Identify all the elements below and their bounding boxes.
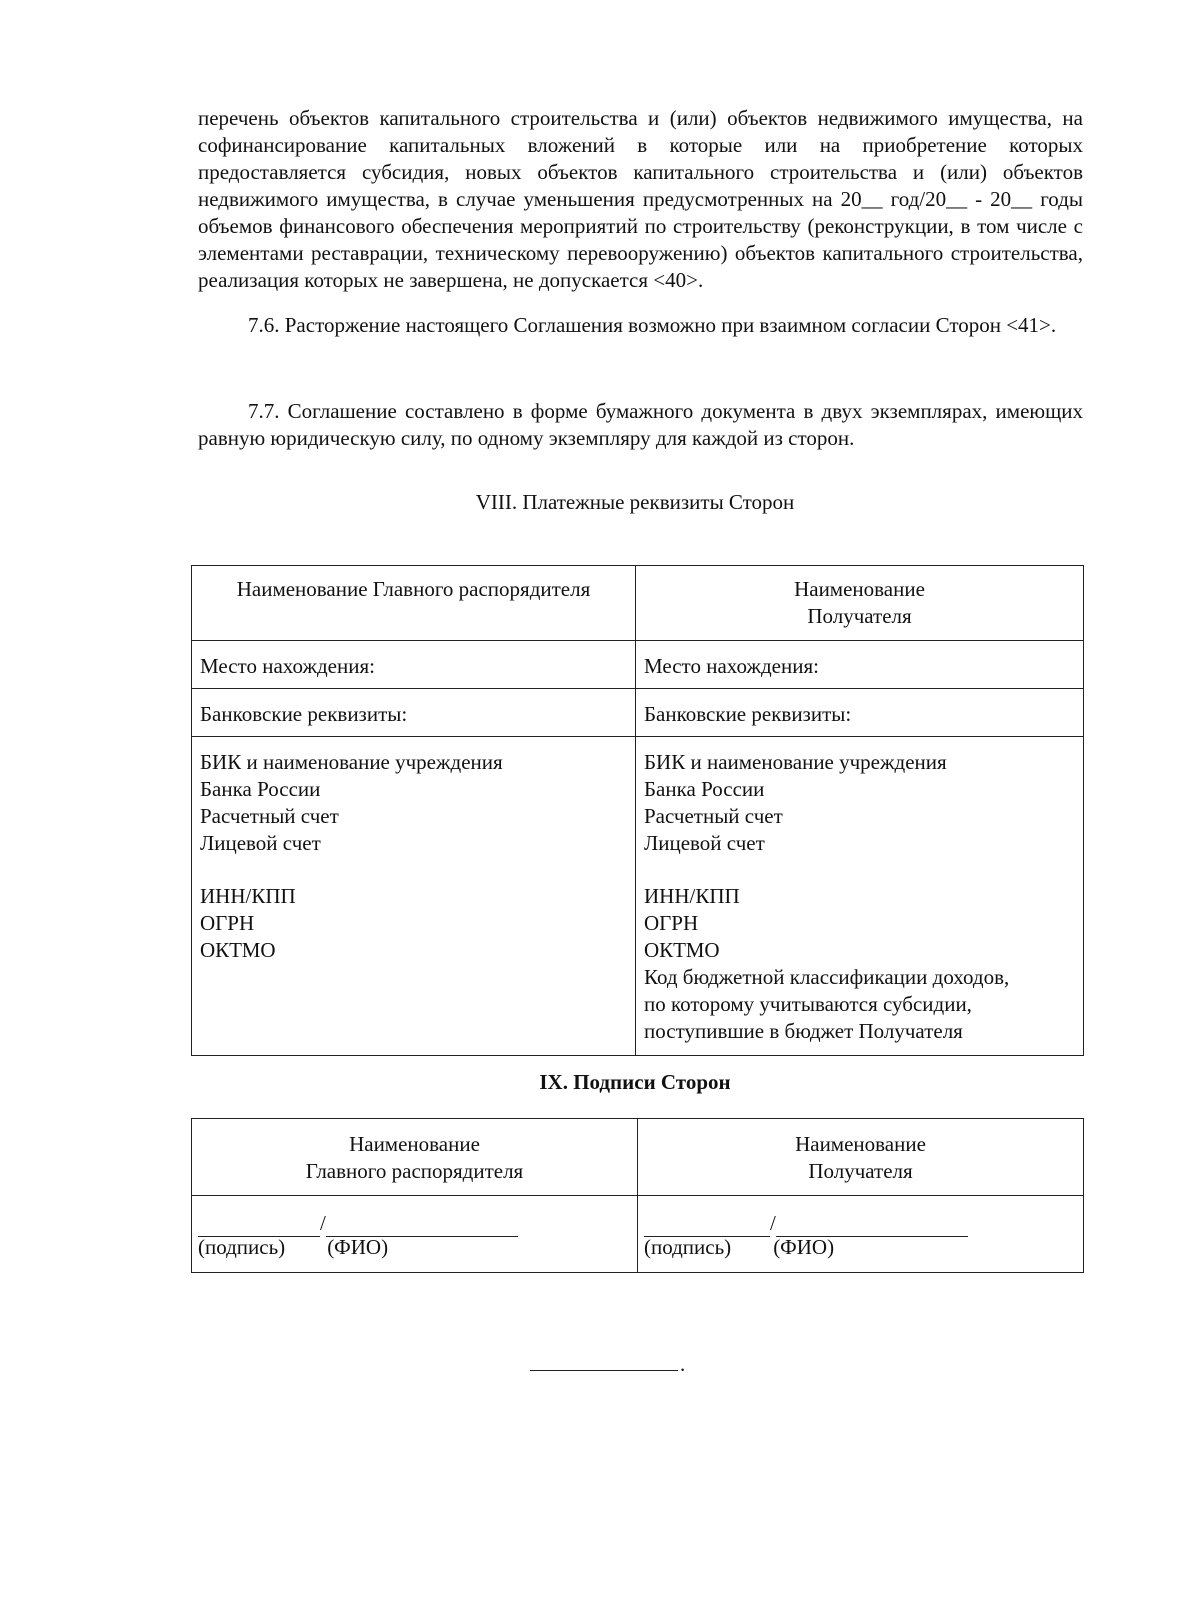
signatures-table [191,1118,1084,1273]
left-location-label: Место нахождения: [200,654,375,678]
right-signature-header-line-2: Получателя [808,1159,913,1183]
left-bank-label: Банковские реквизиты: [200,702,408,726]
right-bank-label: Банковские реквизиты: [644,702,852,726]
left-details-cell [192,737,636,1056]
name-caption: (ФИО) [327,1235,389,1259]
name-caption: (ФИО) [773,1235,835,1259]
right-party-header-line-2: Получателя [807,604,912,628]
section-9-title: IX. Подписи Сторон [539,1070,731,1094]
left-detail-inn-kpp: ИНН/КПП [200,884,296,908]
left-detail-personal-account: Лицевой счет [200,831,321,855]
right-signature-header-line-1: Наименование [795,1132,926,1156]
left-party-header-text: Наименование Главного распорядителя [236,577,591,601]
left-bank-cell [192,689,636,737]
left-signature-cell [192,1196,638,1273]
right-detail-bik: БИК и наименование учреждения [644,750,947,774]
right-party-header [636,566,1084,641]
right-detail-ogrn: ОГРН [644,911,699,935]
paragraph-object-list: перечень объектов капитального строительства и (или) объектов недвижимого имущества, на софинансирование капитальных вложений в которые или на приобретение которых предоставляется субсидия, новых объектов капитального строительства и (или) объектов недвижимого имущества, в случае уменьшения предусмотренных на 20__ год/20__ - 20__ годы объемов финансового обеспечения мероприятий по строительству (реконструкции, в том числе с элементами реставрации, техническому перевооружению) объектов капитального строительства, реализация которых не завершена, не допускается <40>. [198,106,1083,292]
left-detail-bank: Банка России [200,777,321,801]
right-signature-captions [644,1234,1075,1261]
right-detail-kbk-1: Код бюджетной классификации доходов, [644,965,1010,989]
left-signature-header-line-2: Главного распорядителя [305,1159,524,1183]
closing-dot: . [680,1352,686,1376]
signature-caption: (подпись) [644,1235,732,1259]
section-8-title: VIII. Платежные реквизиты Сторон [475,490,795,514]
right-detail-personal-account: Лицевой счет [644,831,765,855]
left-detail-oktmo: ОКТМО [200,938,276,962]
signature-caption: (подпись) [198,1235,286,1259]
left-detail-settlement-account: Расчетный счет [200,804,339,828]
left-detail-ogrn: ОГРН [200,911,255,935]
paragraph-7-7: 7.7. Соглашение составлено в форме бумажного документа в двух экземплярах, имеющих равную юридическую силу, по одному экземпляру для каждой из сторон. [198,399,1083,450]
paragraph-7-6: 7.6. Расторжение настоящего Соглашения возможно при взаимном согласии Сторон <41>. [248,313,1057,337]
right-bank-cell [636,689,1084,737]
right-detail-bank: Банка России [644,777,765,801]
left-signature-line[interactable] [198,1210,629,1234]
right-details-cell [636,737,1084,1056]
right-detail-oktmo: ОКТМО [644,938,720,962]
right-signature-header [638,1119,1084,1196]
right-party-header-line-1: Наименование [794,577,925,601]
closing-rule [530,1350,678,1371]
left-party-header [192,566,636,641]
spacer [644,857,1075,883]
left-detail-bik: БИК и наименование учреждения [200,750,503,774]
left-signature-header-line-1: Наименование [349,1132,480,1156]
left-location-cell [192,641,636,689]
right-signature-line[interactable] [644,1210,1075,1234]
spacer [200,857,627,883]
right-detail-kbk-2: по которому учитываются субсидии, [644,992,972,1016]
left-signature-captions [198,1234,629,1261]
right-detail-inn-kpp: ИНН/КПП [644,884,740,908]
right-location-cell [636,641,1084,689]
payment-details-table [191,565,1084,1056]
slash-separator: / [770,1211,776,1235]
right-signature-cell [638,1196,1084,1273]
right-detail-kbk-3: поступившие в бюджет Получателя [644,1019,963,1043]
right-detail-settlement-account: Расчетный счет [644,804,783,828]
right-location-label: Место нахождения: [644,654,819,678]
left-signature-header [192,1119,638,1196]
slash-separator: / [320,1211,326,1235]
